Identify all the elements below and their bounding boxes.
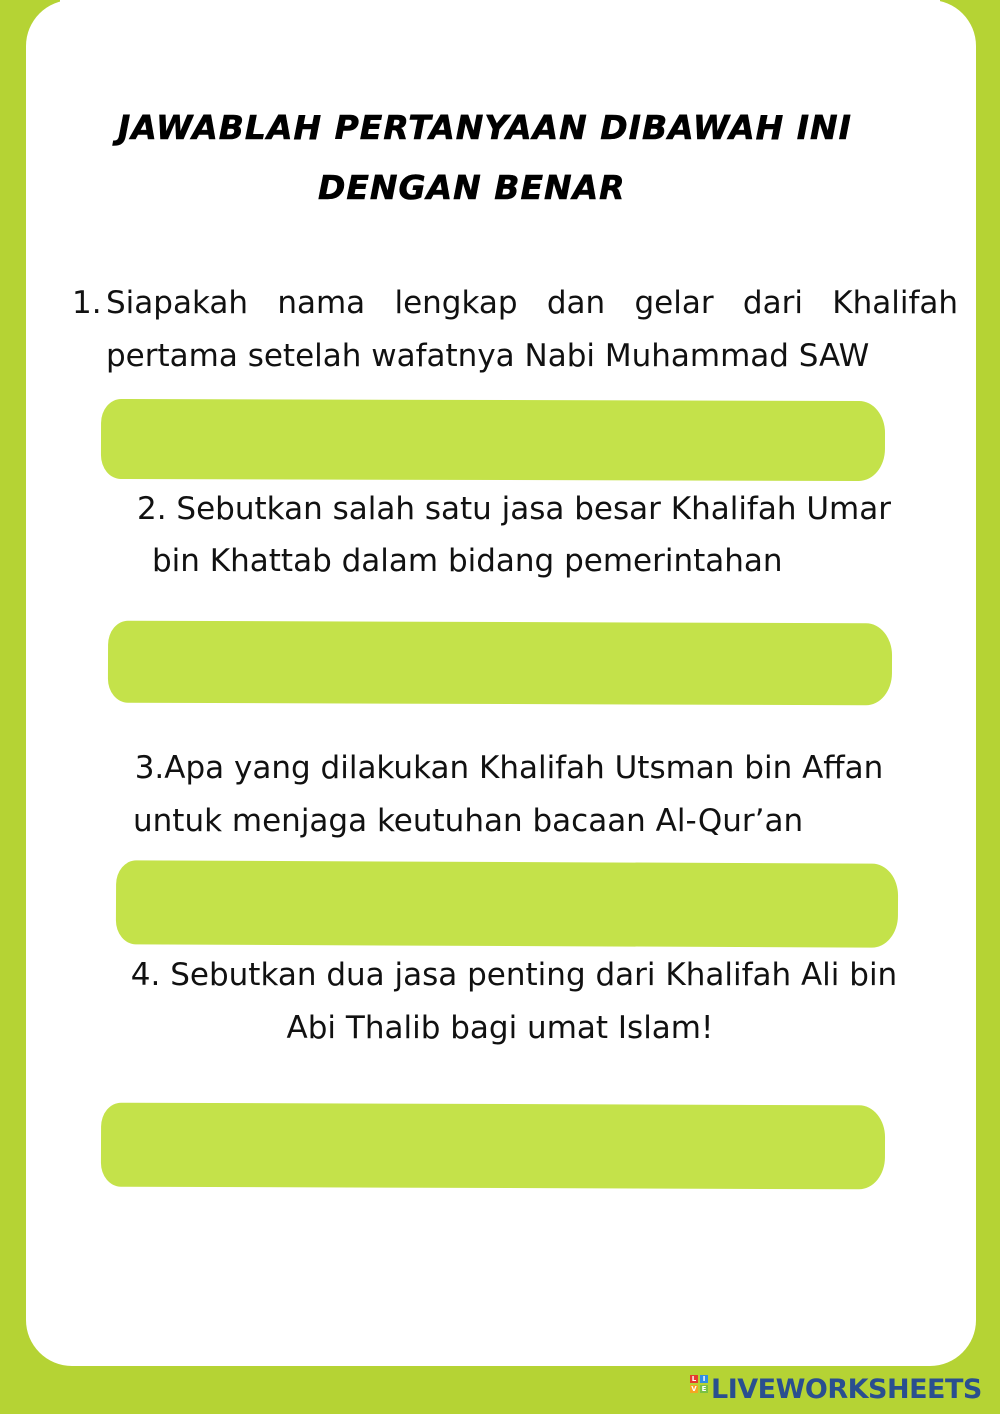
answer-4-input[interactable] (101, 1103, 885, 1190)
worksheet-title-line-1: JAWABLAH PERTANYAAN DIBAWAH INI (118, 108, 852, 147)
question-3-line-2: untuk menjaga keutuhan bacaan Al-Qur’an (133, 803, 804, 839)
question-1-line-1: Siapakah nama lengkap dan gelar dari Khalifah (106, 285, 958, 321)
question-2-line-1: 2. Sebutkan salah satu jasa besar Khalifah Umar (137, 491, 891, 527)
logo-letter-i: I (700, 1375, 708, 1383)
card-corner-left (0, 0, 60, 60)
answer-3-input[interactable] (116, 860, 898, 947)
question-4-line-2: Abi Thalib bagi umat Islam! (286, 1010, 714, 1046)
liveworksheets-logo-icon (690, 1375, 708, 1403)
liveworksheets-brand-text: LIVEWORKSHEETS (711, 1373, 982, 1405)
question-1-number: 1. (72, 285, 102, 321)
question-4-line-1: 4. Sebutkan dua jasa penting dari Khalifah Ali bin (130, 957, 898, 993)
card-corner-right (940, 0, 1000, 60)
question-2-line-2: bin Khattab dalam bidang pemerintahan (152, 543, 783, 579)
worksheet-title-line-2: DENGAN BENAR (318, 168, 626, 207)
liveworksheets-branding (690, 1372, 982, 1406)
logo-letter-l: L (691, 1375, 697, 1383)
question-3-line-1: 3.Apa yang dilakukan Khalifah Utsman bin Affan (134, 750, 884, 786)
logo-letter-v: V (691, 1385, 697, 1393)
answer-2-input[interactable] (108, 621, 892, 706)
question-1-line-2: pertama setelah wafatnya Nabi Muhammad SAW (106, 338, 870, 374)
logo-letter-e: E (701, 1385, 707, 1393)
answer-1-input[interactable] (101, 399, 885, 481)
